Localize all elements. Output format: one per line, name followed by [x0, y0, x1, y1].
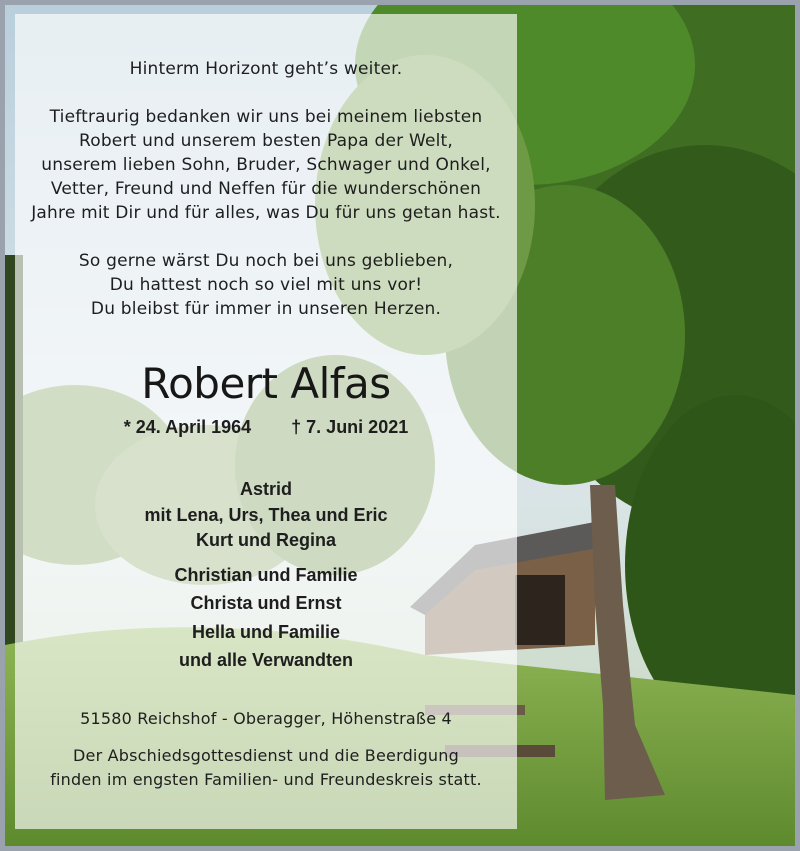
gratitude-line: Robert und unserem besten Papa der Welt, — [78, 131, 454, 151]
mourner-line: Christian und Familie — [174, 565, 358, 585]
motto: Hinterm Horizont geht’s weiter. — [129, 59, 403, 79]
gratitude-text — [15, 105, 517, 225]
gratitude-line: Tieftraurig bedanken wir uns bei meinem liebsten — [49, 107, 483, 127]
mourner-line: Kurt und Regina — [196, 530, 336, 550]
mourner-line: mit Lena, Urs, Thea und Eric — [144, 505, 388, 525]
mourners-group — [15, 476, 517, 528]
deceased-name: Robert Alfas — [141, 359, 391, 408]
mourner-line: und alle Verwandten — [178, 650, 354, 670]
mourners-group — [15, 527, 517, 553]
mourner-line: Christa und Ernst — [190, 593, 342, 613]
farewell-line: Du bleibst für immer in unseren Herzen. — [90, 299, 442, 319]
notice-line: Der Abschiedsgottesdienst und die Beerdigung — [73, 746, 459, 765]
gratitude-line: Jahre mit Dir und für alles, was Du für uns getan hast. — [31, 203, 501, 223]
farewell-line: So gerne wärst Du noch bei uns geblieben, — [78, 251, 454, 271]
mourner-line: Astrid — [239, 479, 292, 499]
notice-line: finden im engsten Familien- und Freundeskreis statt. — [50, 770, 482, 789]
farewell-line: Du hattest noch so viel mit uns vor! — [109, 275, 423, 295]
birth-date: * 24. April 1964 — [123, 417, 252, 437]
farewell-text — [15, 249, 517, 321]
mourner-line: Hella und Familie — [191, 622, 341, 642]
gratitude-line: unserem lieben Sohn, Bruder, Schwager und Onkel, — [41, 155, 491, 175]
gratitude-line: Vetter, Freund und Neffen für die wunderschönen — [50, 179, 482, 199]
death-date: † 7. Juni 2021 — [291, 417, 409, 437]
mourners-group — [15, 647, 517, 673]
mourners-group — [15, 561, 517, 647]
funeral-notice — [15, 744, 517, 792]
life-dates — [15, 416, 517, 438]
address: 51580 Reichshof - Oberagger, Höhenstraße 4 — [80, 709, 452, 728]
